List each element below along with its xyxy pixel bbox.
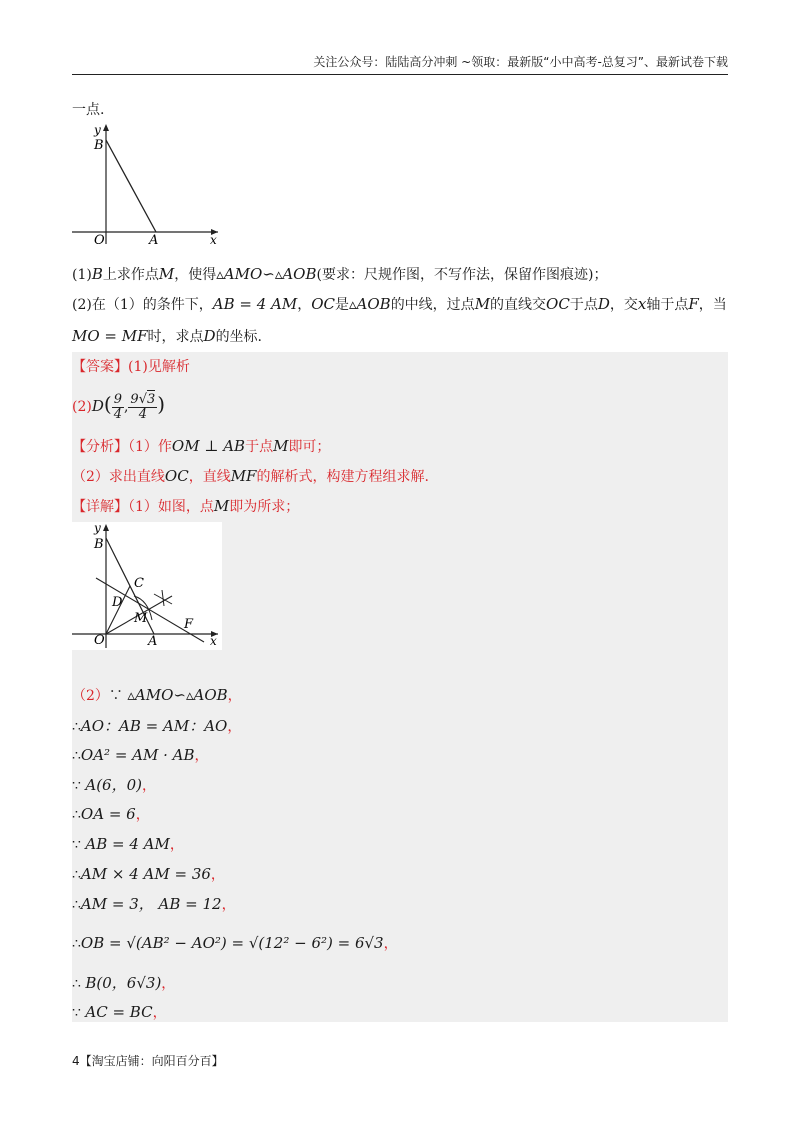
intro-text: 一点. [72, 102, 105, 118]
header-text: 关注公众号：陆陆高分冲刺 ~领取：最新版“小中高考-总复习”、最新试卷下载 [313, 55, 728, 69]
label-a: A [149, 233, 159, 248]
y-axis-arrow [103, 524, 109, 531]
label-m: M [134, 611, 148, 626]
step-line: ∴AO：AB = AM：AO， [72, 717, 242, 735]
step-line: ∴ B(0，6√3)， [72, 974, 176, 992]
question-1: (1)B上求作点M，使得▵AMO∽▵AOB(要求：尺规作图，不写作法，保留作图痕迹)； [72, 265, 608, 283]
step-line: ∵ A(6，0)， [72, 776, 156, 794]
label-f: F [184, 617, 194, 632]
label-a: A [148, 634, 158, 649]
question-2-line-1: (2)在（1）的条件下，AB = 4 AM，OC是▵AOB的中线，过点M的直线交OC于点D，交x轴于点F，当 [72, 295, 727, 313]
label-b: B [94, 138, 104, 153]
figure-1-axes [72, 122, 222, 248]
step-line: ∴OB = √(AB² − AO²) = √(12² − 6²) = 6√3， [72, 934, 398, 952]
label-b: B [94, 537, 104, 552]
figure-2-construction [72, 522, 222, 650]
analysis-line-2: （2）求出直线OC，直线MF的解析式，构建方程组求解. [72, 467, 429, 485]
fraction-y: $\frac{9√3}{4}$ [130, 391, 156, 422]
step-line: ∵ AB = 4 AM， [72, 835, 184, 853]
construction-mark-2 [162, 590, 164, 606]
label-y: y [94, 522, 101, 535]
fraction-x: $\frac{9}{4}$ [113, 391, 122, 422]
y-axis-arrow [103, 124, 109, 131]
label-y: y [94, 123, 101, 137]
step-line: ∵ AC = BC， [72, 1003, 167, 1021]
detail-line-1: 【详解】（1）如图，点M即为所求； [72, 497, 300, 515]
label-d: D [112, 595, 123, 610]
analysis-line-1: 【分析】（1）作OM ⊥ AB于点M即可； [72, 437, 331, 455]
page-footer: 4【淘宝店铺：向阳百分百】 [72, 1054, 224, 1068]
step-line: （2）∵ ▵AMO∽▵AOB， [72, 686, 242, 704]
answer-part-2: (2)D( $\frac{9}{4}$ , $\frac{9√3}{4}$ ) [72, 391, 166, 422]
step-line: ∴AM = 3， AB = 12， [72, 895, 236, 913]
line-mf [96, 578, 204, 642]
label-x: x [210, 233, 217, 247]
label-x: x [210, 634, 217, 648]
label-o: O [94, 633, 105, 648]
label-c: C [134, 576, 144, 591]
step-line: ∴OA² = AM · AB， [72, 746, 209, 764]
step-line: ∴AM × 4 AM = 36， [72, 865, 225, 883]
label-o: O [94, 233, 105, 248]
segment-ab [106, 140, 156, 232]
question-2-line-2: MO = MF时，求点D的坐标. [72, 327, 263, 345]
step-line: ∴OA = 6， [72, 805, 150, 823]
page-header [72, 54, 728, 75]
answer-label: 【答案】(1)见解析 [72, 359, 190, 375]
